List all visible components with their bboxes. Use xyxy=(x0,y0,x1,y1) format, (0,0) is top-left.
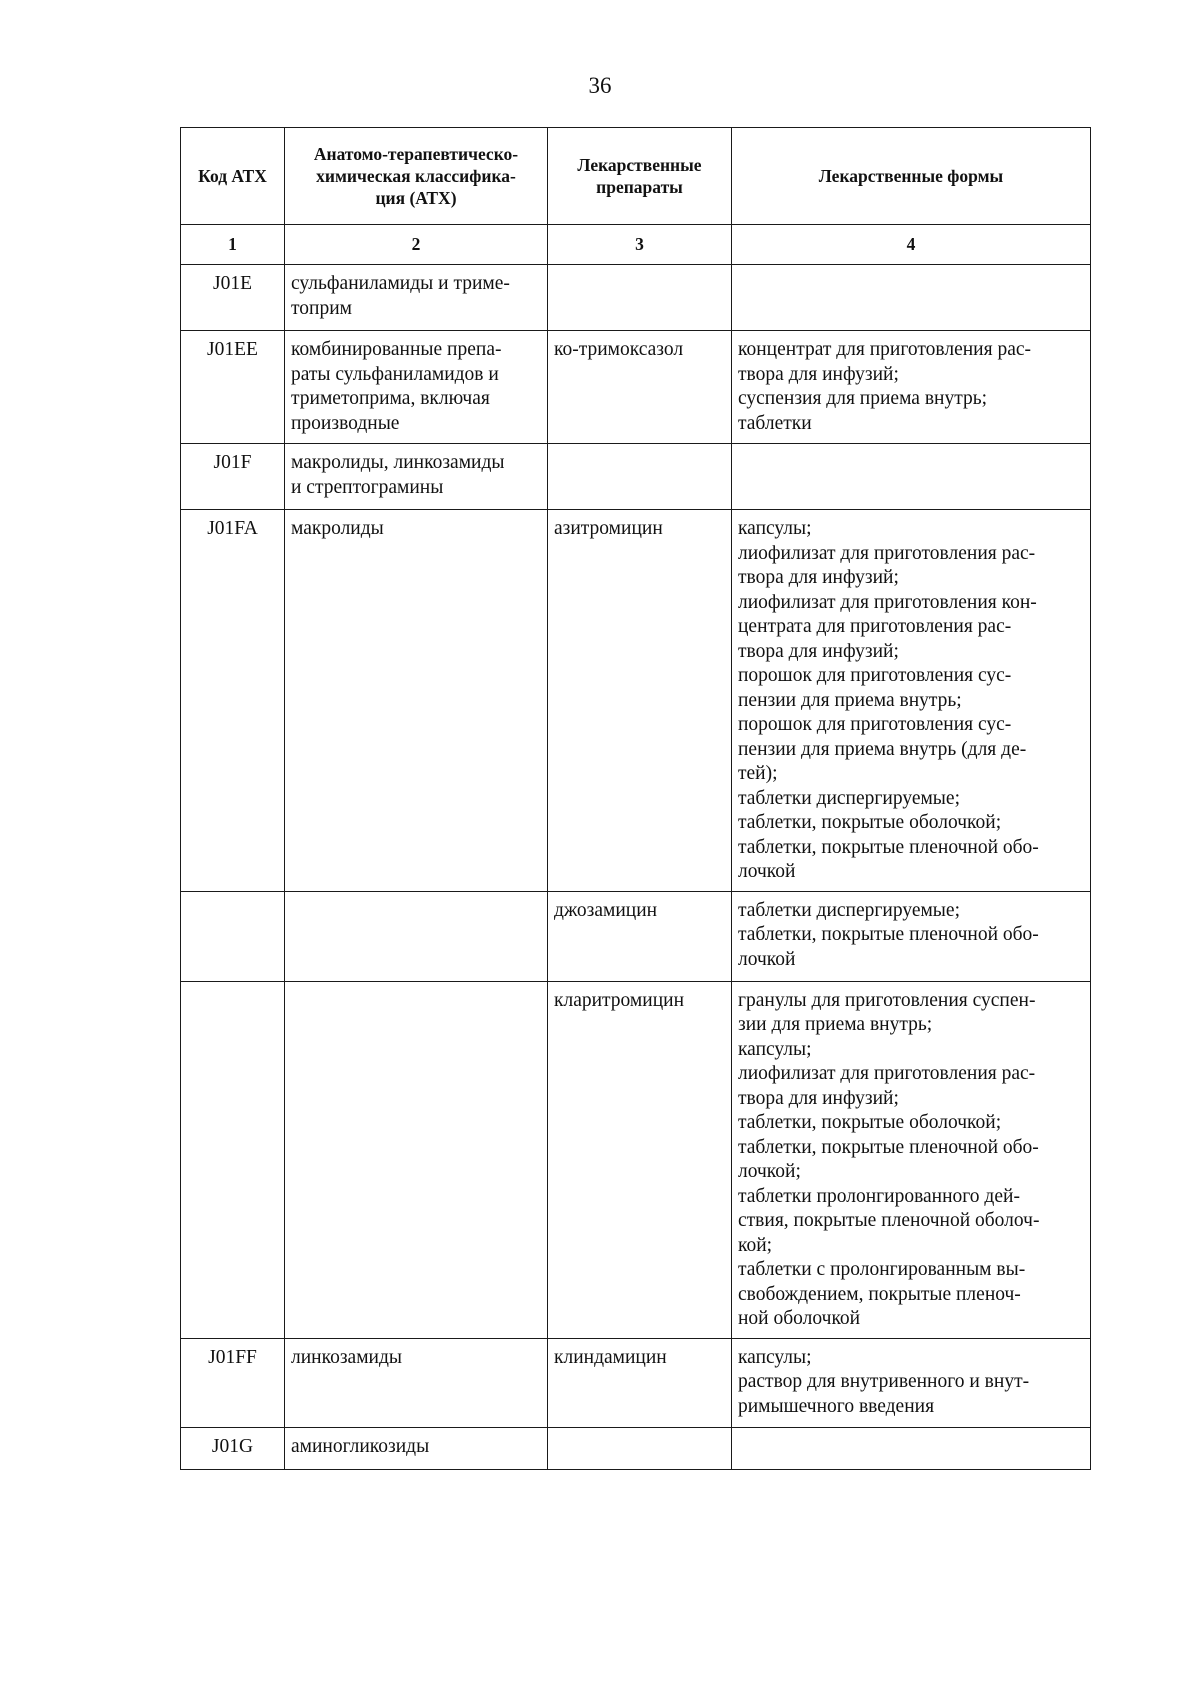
classification-line: комбинированные препа- xyxy=(291,339,502,360)
classification-cell xyxy=(285,1338,548,1427)
dosage-form-line: капсулы; xyxy=(738,1038,812,1060)
dosage-forms-cell xyxy=(732,1427,1091,1469)
column-number: 4 xyxy=(732,225,1091,265)
dosage-form-line: твора для инфузий; xyxy=(738,640,899,662)
drug-cell xyxy=(548,444,732,510)
classification-cell xyxy=(285,510,548,892)
dosage-form-line: лочкой xyxy=(738,948,796,970)
dosage-form-line: лочкой xyxy=(738,861,796,882)
header-drugs xyxy=(548,128,732,225)
header-row xyxy=(181,128,1091,225)
header-drugs-line-2: препараты xyxy=(596,177,683,197)
dosage-form-line: таблетки пролонгированного дей- xyxy=(738,1185,1020,1207)
dosage-form-line: капсулы; xyxy=(738,1346,812,1368)
header-classification-line-2: химическая классифика- xyxy=(316,166,516,186)
classification-line: сульфаниламиды и триме- xyxy=(291,273,510,294)
header-atx-classification xyxy=(285,128,548,225)
dosage-form-line: ствия, покрытые пленочной оболоч- xyxy=(738,1210,1040,1231)
header-atx-code: Код АТХ xyxy=(181,128,285,225)
atx-code-cell: J01FF xyxy=(181,1338,285,1427)
dosage-form-line: таблетки, покрытые пленочной обо- xyxy=(738,1136,1039,1158)
dosage-form-line: таблетки диспергируемые; xyxy=(738,787,960,809)
dosage-form-line: ной оболочкой xyxy=(738,1308,861,1329)
dosage-form-line: таблетки с пролонгированным вы- xyxy=(738,1259,1026,1280)
dosage-form-line: таблетки xyxy=(738,412,812,434)
dosage-forms-cell xyxy=(732,510,1091,892)
column-number-row xyxy=(181,225,1091,265)
table-row xyxy=(181,1427,1091,1469)
classification-line: макролиды xyxy=(291,518,384,539)
column-number: 1 xyxy=(181,225,285,265)
dosage-forms-cell xyxy=(732,1338,1091,1427)
classification-cell xyxy=(285,265,548,331)
dosage-form-line: раствор для внутривенного и внут- xyxy=(738,1371,1030,1392)
dosage-form-line: пензии для приема внутрь; xyxy=(738,689,962,711)
header-dosage-forms: Лекарственные формы xyxy=(732,128,1091,225)
dosage-form-line: лиофилизат для приготовления рас- xyxy=(738,1063,1036,1084)
dosage-form-line: центрата для приготовления рас- xyxy=(738,616,1012,637)
drug-cell xyxy=(548,1427,732,1469)
classification-cell xyxy=(285,331,548,444)
dosage-forms-cell xyxy=(732,331,1091,444)
atx-code-cell xyxy=(181,981,285,1338)
header-classification-line-1: Анатомо-терапевтическо- xyxy=(313,144,519,164)
dosage-form-line: твора для инфузий; xyxy=(738,363,899,385)
table-row xyxy=(181,331,1091,444)
dosage-form-line: таблетки, покрытые оболочкой; xyxy=(738,1112,1002,1133)
drug-cell: клиндамицин xyxy=(548,1338,732,1427)
dosage-form-line: капсулы; xyxy=(738,518,812,539)
atx-code-cell: J01E xyxy=(181,265,285,331)
table-row xyxy=(181,265,1091,331)
header-drugs-line-1: Лекарственные xyxy=(577,155,702,175)
atx-code-cell: J01FA xyxy=(181,510,285,892)
dosage-form-line: лиофилизат для приготовления кон- xyxy=(738,591,1037,613)
dosage-form-line: лиофилизат для приготовления рас- xyxy=(738,542,1036,564)
classification-line: раты сульфаниламидов и xyxy=(291,363,499,385)
dosage-forms-cell xyxy=(732,265,1091,331)
atx-code-cell: J01G xyxy=(181,1427,285,1469)
drug-cell: азитромицин xyxy=(548,510,732,892)
dosage-form-line: концентрат для приготовления рас- xyxy=(738,339,1031,360)
dosage-form-line: кой; xyxy=(738,1234,773,1256)
drug-cell: кларитромицин xyxy=(548,981,732,1338)
dosage-forms-cell xyxy=(732,981,1091,1338)
table-row xyxy=(181,1338,1091,1427)
drug-cell xyxy=(548,265,732,331)
table-row xyxy=(181,891,1091,981)
dosage-forms-cell xyxy=(732,444,1091,510)
classification-line: производные xyxy=(291,412,400,434)
atx-code-cell: J01F xyxy=(181,444,285,510)
classification-line: топрим xyxy=(291,297,352,319)
table-row xyxy=(181,510,1091,892)
dosage-form-line: порошок для приготовления сус- xyxy=(738,714,1012,735)
dosage-form-line: пензии для приема внутрь (для де- xyxy=(738,738,1027,760)
dosage-form-line: твора для инфузий; xyxy=(738,1087,899,1109)
dosage-form-line: таблетки, покрытые оболочкой; xyxy=(738,812,1002,833)
classification-line: и стрептограмины xyxy=(291,476,444,498)
drug-cell: ко-тримоксазол xyxy=(548,331,732,444)
column-number: 2 xyxy=(285,225,548,265)
dosage-form-line: тей); xyxy=(738,763,778,784)
dosage-form-line: суспензия для приема внутрь; xyxy=(738,388,988,409)
classification-line: макролиды, линкозамиды xyxy=(291,452,505,473)
table-row xyxy=(181,981,1091,1338)
classification-line: линкозамиды xyxy=(291,1346,402,1368)
atx-code-cell: J01EE xyxy=(181,331,285,444)
dosage-form-line: таблетки диспергируемые; xyxy=(738,899,960,921)
atx-drug-table xyxy=(180,127,1091,1470)
atx-code-cell xyxy=(181,891,285,981)
dosage-form-line: римышечного введения xyxy=(738,1395,935,1417)
dosage-form-line: гранулы для приготовления суспен- xyxy=(738,989,1036,1011)
header-classification-line-3: ция (АТХ) xyxy=(375,188,457,208)
classification-cell xyxy=(285,444,548,510)
drug-cell: джозамицин xyxy=(548,891,732,981)
dosage-form-line: лочкой; xyxy=(738,1161,801,1182)
page-number: 36 xyxy=(588,73,612,98)
dosage-forms-cell xyxy=(732,891,1091,981)
classification-cell xyxy=(285,1427,548,1469)
classification-cell xyxy=(285,891,548,981)
dosage-form-line: свобождением, покрытые пленоч- xyxy=(738,1283,1021,1305)
dosage-form-line: порошок для приготовления сус- xyxy=(738,665,1012,686)
dosage-form-line: таблетки, покрытые пленочной обо- xyxy=(738,924,1039,945)
table-row xyxy=(181,444,1091,510)
classification-line: триметоприма, включая xyxy=(291,388,490,409)
classification-cell xyxy=(285,981,548,1338)
dosage-form-line: зии для приема внутрь; xyxy=(738,1014,933,1035)
column-number: 3 xyxy=(548,225,732,265)
dosage-form-line: таблетки, покрытые пленочной обо- xyxy=(738,836,1039,858)
classification-line: аминогликозиды xyxy=(291,1435,430,1457)
dosage-form-line: твора для инфузий; xyxy=(738,567,899,588)
